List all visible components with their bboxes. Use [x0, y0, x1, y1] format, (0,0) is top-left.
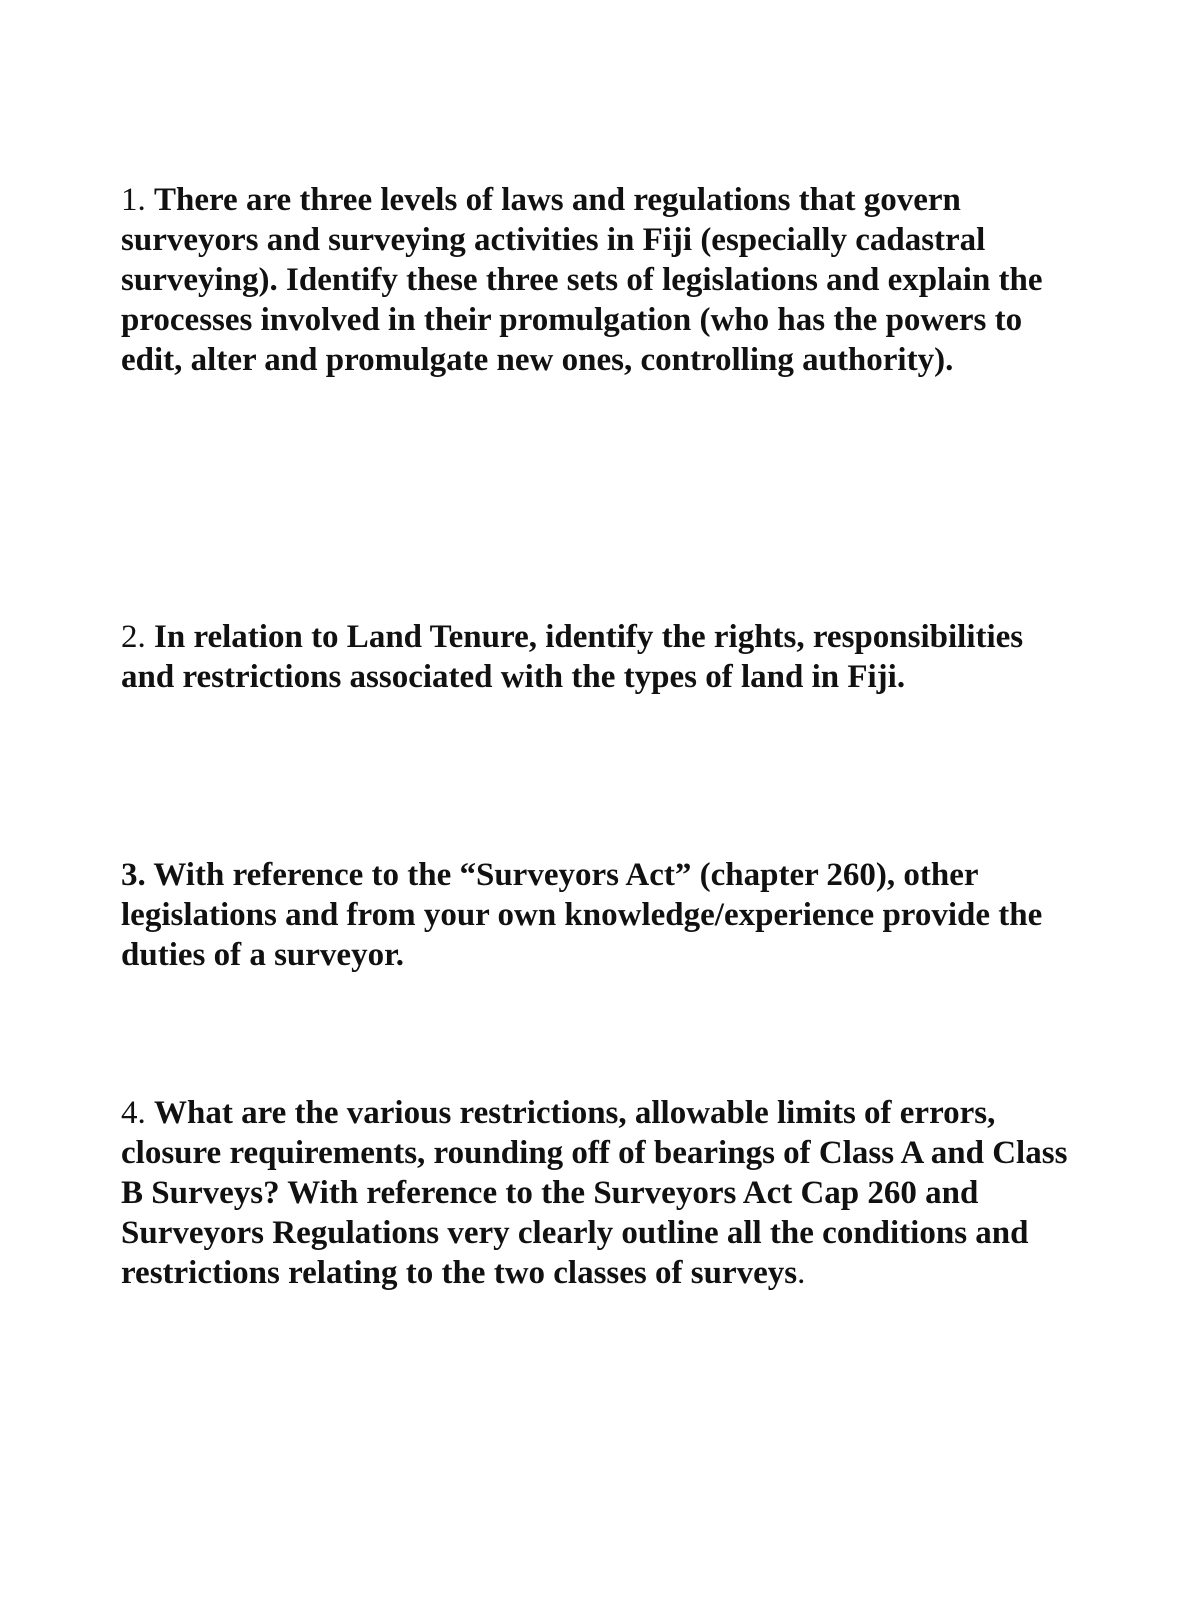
question-4 [121, 1093, 1081, 1293]
question-1 [121, 180, 1081, 380]
question-1-text: There are three levels of laws and regulations that govern surveyors and surveying activities in Fiji (especially cadastral surveying). Identify these three sets of legislations and explain the processes involved in their promulgation (who has the powers to edit, alter and promulgate new ones, controlling authority). [121, 182, 1043, 378]
question-4-text: What are the various restrictions, allowable limits of errors, closure requirements, rounding off of bearings of Class A and Class B Surveys? With reference to the Surveyors Act Cap 260 and Surveyors Regulations very clearly outline all the conditions and restrictions relating to the two classes of surveys [121, 1095, 1068, 1291]
question-1-number: 1. [121, 182, 154, 218]
question-3-text: With reference to the “Surveyors Act” (chapter 260), other legislations and from your own knowledge/experience provide the duties of a surveyor. [121, 857, 1043, 973]
question-4-period: . [797, 1255, 806, 1291]
question-2-number: 2. [121, 619, 154, 655]
question-2 [121, 617, 1081, 697]
question-2-text: In relation to Land Tenure, identify the rights, responsibilities and restrictions associated with the types of land in Fiji. [121, 619, 1024, 695]
question-3-number: 3. [121, 857, 154, 893]
question-3 [121, 855, 1081, 975]
question-4-number: 4. [121, 1095, 154, 1131]
